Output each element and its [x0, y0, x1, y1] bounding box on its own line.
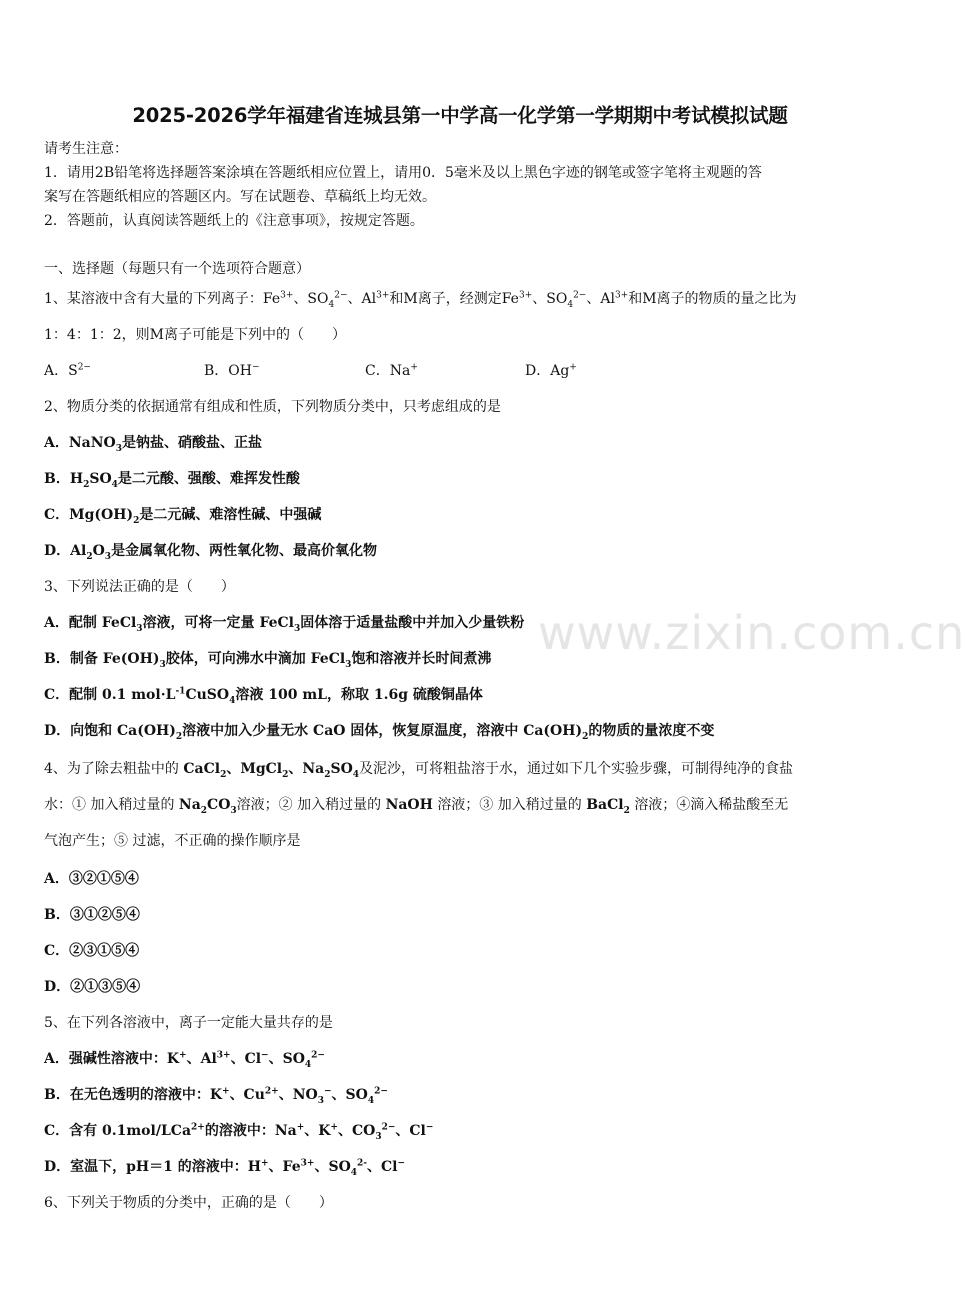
q1-option-c: C．Na+ — [365, 362, 418, 379]
q5-option-d: D．室温下，pH＝1 的溶液中：H+、$Fe^{3+}$、$SO_4^{2-}$、Cl− — [44, 1158, 406, 1178]
notice-line-2: 2．答题前，认真阅读答题纸上的《注意事项》，按规定答题。 — [44, 213, 424, 229]
q5-option-c: C．含有 0.1mol/LCa$^{2+}$的溶液中：Na+、K+、$CO_3^{2-}$、Cl− — [44, 1122, 434, 1142]
question-4-stem-cont: 水：① 加入稍过量的 $Na_2CO_3$溶液；② 加入稍过量的 NaOH 溶液；③ 加入稍过量的 BaCl$_2$ 溶液；④滴入稀盐酸至无 — [44, 797, 789, 816]
question-1-stem-cont: 1：4：1：2，则M离子可能是下列中的（ ） — [44, 327, 346, 343]
question-1-stem: 1、某溶液中含有大量的下列离子：$Fe^{3+}$、$SO_4^{2-}$、$Al^{3+}$和M离子，经测定$Fe^{3+}$、$SO_4^{2-}$、$Al^{3+}$和M离子的物质的量之比为 — [44, 290, 797, 310]
q2-option-c: C．$Mg(OH)_2$是二元碱、难溶性碱、中强碱 — [44, 507, 322, 526]
question-5-stem: 5、在下列各溶液中，离子一定能大量共存的是 — [44, 1015, 333, 1031]
question-6-stem: 6、下列关于物质的分类中，正确的是（ ） — [44, 1195, 333, 1211]
q1-option-b: B．OH− — [204, 362, 260, 379]
question-4-stem-end: 气泡产生；⑤ 过滤，不正确的操作顺序是 — [44, 833, 301, 849]
question-4-stem: 4、为了除去粗盐中的 CaCl$_2$、MgCl$_2$、$Na_2SO_4$及泥沙，可将粗盐溶于水，通过如下几个实验步骤，可制得纯净的食盐 — [44, 761, 794, 780]
notice-line-1a: 1．请用2B铅笔将选择题答案涂填在答题纸相应位置上，请用0．5毫米及以上黑色字迹的钢笔或签字笔将主观题的答 — [44, 165, 762, 181]
q4-option-d: D．②①③⑤④ — [44, 979, 141, 995]
q2-option-d: D．$Al_2O_3$是金属氧化物、两性氧化物、最高价氧化物 — [44, 543, 378, 562]
notice-line-1b: 案写在答题纸相应的答题区内。写在试题卷、草稿纸上均无效。 — [44, 189, 436, 205]
question-3-stem: 3、下列说法正确的是（ ） — [44, 579, 235, 595]
q3-option-a: A．配制 FeCl$_3$溶液，可将一定量 FeCl$_3$固体溶于适量盐酸中并加入少量铁粉 — [44, 615, 525, 634]
q5-option-a: A．强碱性溶液中：K+、$Al^{3+}$、Cl−、$SO_4^{2-}$ — [44, 1050, 325, 1070]
q5-option-b: B．在无色透明的溶液中：K+、$Cu^{2+}$、$NO_3^-$、$SO_4^{2-}$ — [44, 1086, 388, 1106]
notice-heading: 请考生注意： — [44, 141, 128, 157]
watermark: www.zixin.com.cn — [538, 606, 965, 660]
q1-option-a: A．$S^{2-}$ — [44, 362, 91, 379]
q1-option-d: D．Ag+ — [525, 362, 577, 379]
q2-option-a: A．NaNO$_3$是钠盐、硝酸盐、正盐 — [44, 435, 262, 454]
q3-option-b: B．制备 $Fe(OH)_3$胶体，可向沸水中滴加 FeCl$_3$饱和溶液并长时间煮沸 — [44, 651, 492, 670]
q4-option-a: A．③②①⑤④ — [44, 871, 139, 887]
q3-option-c: C．配制 0.1 $mol\cdot L^{-1}CuSO_4$溶液 100 mL，称取 1.6g 硫酸铜晶体 — [44, 686, 483, 706]
q4-option-b: B．③①②⑤④ — [44, 907, 140, 923]
q2-option-b: B．$H_2SO_4$是二元酸、强酸、难挥发性酸 — [44, 471, 300, 490]
question-2-stem: 2、物质分类的依据通常有组成和性质，下列物质分类中，只考虑组成的是 — [44, 399, 501, 415]
page-title: 2025-2026学年福建省连城县第一中学高一化学第一学期期中考试模拟试题 — [132, 104, 788, 127]
section-heading: 一、选择题（每题只有一个选项符合题意） — [44, 261, 310, 277]
q4-option-c: C．②③①⑤④ — [44, 943, 140, 959]
q3-option-d: D．向饱和 $Ca(OH)_2$溶液中加入少量无水 CaO 固体，恢复原温度，溶液中 $Ca(OH)_2$的物质的量浓度不变 — [44, 723, 715, 742]
